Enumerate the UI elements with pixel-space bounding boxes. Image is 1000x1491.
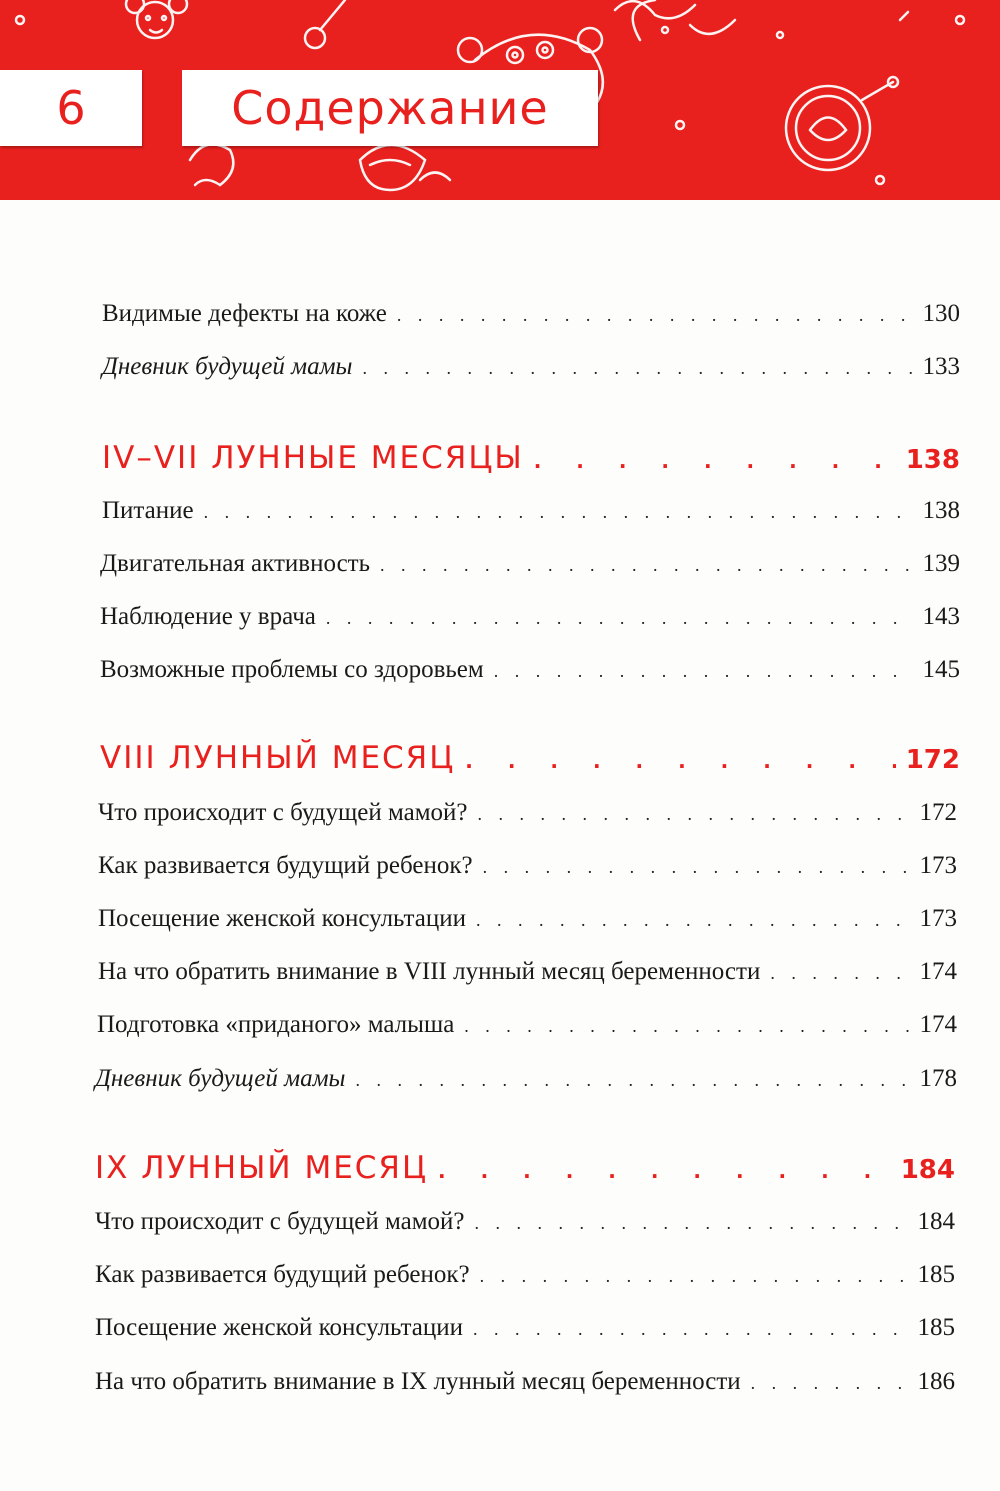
toc-entry (102, 300, 960, 340)
page-ref: 173 (919, 905, 957, 932)
dot-leader (380, 555, 912, 576)
page-ref: 184 (917, 1208, 955, 1235)
entry-title: Посещение женской консультации (95, 1314, 463, 1341)
entry-title: Возможные проблемы со здоровьем (100, 656, 484, 683)
toc-section-heading (100, 740, 960, 780)
section-title: IX ЛУННЫЙ МЕСЯЦ (95, 1150, 429, 1186)
page-ref: 186 (917, 1368, 955, 1395)
page-ref: 184 (900, 1155, 955, 1185)
bunny-icon (615, 0, 735, 40)
entry-title: Видимые дефекты на коже (102, 300, 387, 327)
toc-entry (102, 353, 960, 393)
circle-doodle (16, 16, 24, 24)
toc-section-heading (102, 440, 960, 480)
entry-title: Питание (102, 497, 194, 524)
entry-title: Как развивается будущий ребенок? (98, 852, 473, 879)
dot-leader (494, 661, 913, 682)
dot-leader (204, 502, 913, 523)
toc-entry (98, 958, 957, 998)
toc-entry (97, 1011, 957, 1051)
dot-leader (478, 804, 910, 825)
toc-section-heading (95, 1150, 955, 1190)
dot-leader (475, 1213, 908, 1234)
toc-entry (98, 852, 957, 892)
entry-title: Двигательная активность (100, 550, 371, 577)
entry-title: Что происходит с будущей мамой? (95, 1208, 465, 1235)
toc-entry (95, 1368, 955, 1408)
dot-leader (770, 963, 909, 984)
section-title: VIII ЛУННЫЙ МЕСЯЦ (100, 740, 456, 776)
dot-leader (473, 1319, 908, 1340)
page-ref: 138 (922, 497, 960, 524)
entry-title: Наблюдение у врача (100, 603, 316, 630)
page-ref: 173 (919, 852, 957, 879)
entry-title: На что обратить внимание в VIII лунный месяц беременности (98, 958, 761, 985)
page-ref: 172 (919, 799, 957, 826)
page-ref: 172 (905, 745, 960, 775)
dot-leader (355, 1070, 909, 1091)
page-ref: 133 (922, 353, 960, 380)
dot-leader (483, 857, 910, 878)
page-ref: 143 (922, 603, 960, 630)
toc-entry (100, 550, 960, 590)
dot-leader (464, 1016, 909, 1037)
toc-entry (95, 1065, 957, 1105)
page-ref: 130 (922, 300, 960, 327)
dot-leader (438, 1159, 891, 1183)
dot-leader (362, 358, 912, 379)
page-ref: 139 (922, 550, 960, 577)
entry-title: Дневник будущей мамы (95, 1065, 346, 1092)
toc-entry (102, 497, 960, 537)
toc-entry (100, 656, 960, 696)
toc-entry (95, 1314, 955, 1354)
dot-leader (480, 1266, 908, 1287)
entry-title: Посещение женской консультации (98, 905, 466, 932)
dot-leader (397, 305, 913, 326)
dot-leader (326, 608, 913, 629)
toc-entry (98, 905, 957, 945)
entry-title: Дневник будущей мамы (102, 353, 353, 380)
page-ref: 185 (917, 1314, 955, 1341)
page-ref: 174 (919, 958, 957, 985)
dot-leader (476, 910, 910, 931)
toc-entry (98, 799, 957, 839)
page-title: Содержание (182, 70, 598, 146)
page-ref: 145 (922, 656, 960, 683)
toc-entry (95, 1261, 955, 1301)
entry-title: Что происходит с будущей мамой? (98, 799, 468, 826)
toc-entry (95, 1208, 955, 1248)
page-number: 6 (0, 70, 142, 146)
page-ref: 138 (905, 445, 960, 475)
entry-title: Как развивается будущий ребенок? (95, 1261, 470, 1288)
dot-leader (751, 1373, 908, 1394)
page-ref: 185 (917, 1261, 955, 1288)
page-ref: 178 (919, 1065, 957, 1092)
dot-leader (465, 749, 895, 773)
entry-title: На что обратить внимание в IX лунный месяц беременности (95, 1368, 741, 1395)
toc-entry (100, 603, 960, 643)
dot-leader (534, 449, 896, 473)
page-ref: 174 (919, 1011, 957, 1038)
entry-title: Подготовка «приданого» малыша (97, 1011, 455, 1038)
section-title: IV–VII ЛУННЫЕ МЕСЯЦЫ (102, 440, 524, 476)
mirror-icon (786, 77, 898, 170)
